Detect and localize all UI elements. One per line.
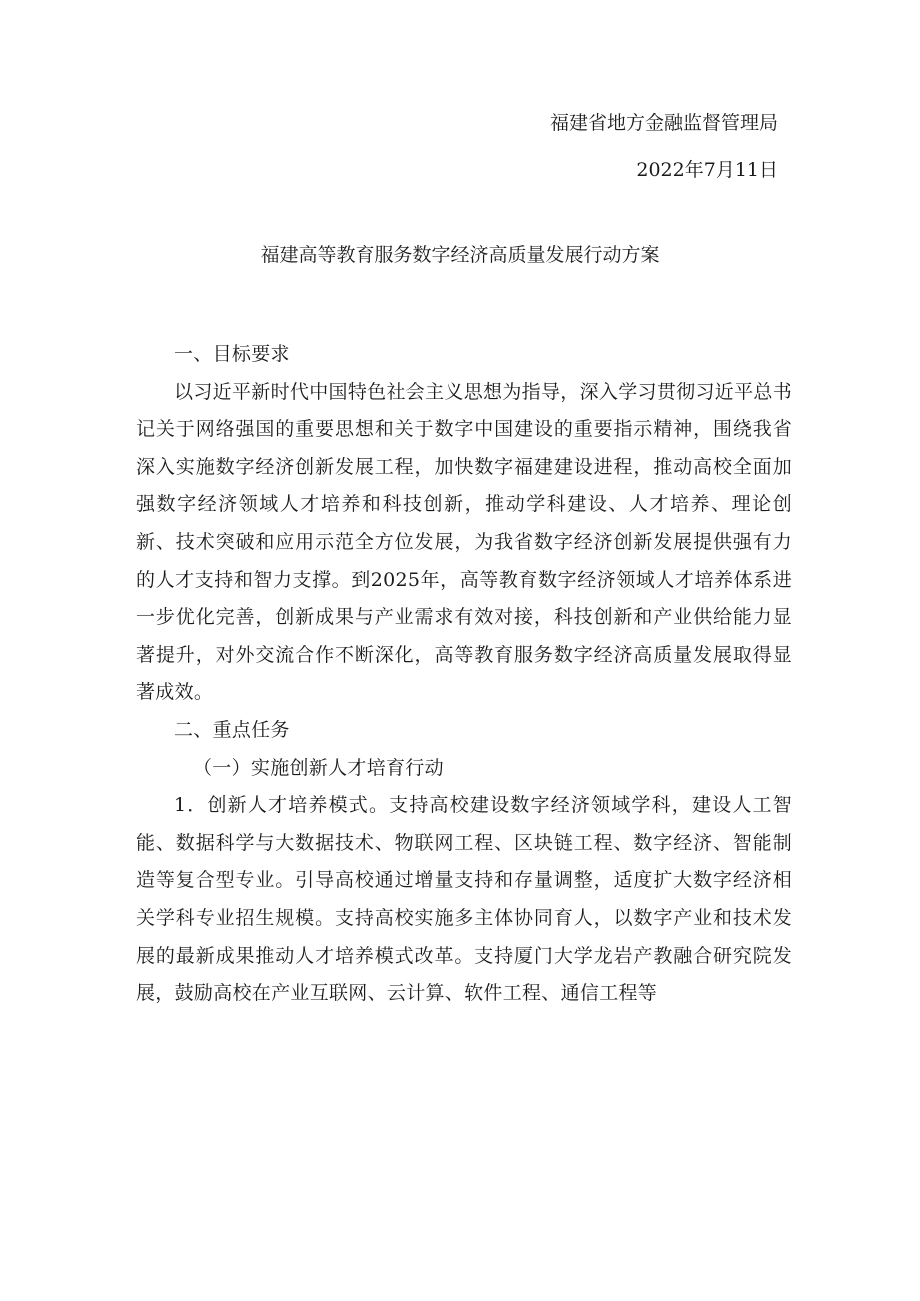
issuer-name: 福建省地方金融监督管理局	[549, 112, 778, 134]
task-item-1: 1．创新人才培养模式。支持高校建设数字经济领域学科，建设人工智能、数据科学与大数据技术、物联网工程、区块链工程、数字经济、智能制造等复合型专业。引导高校通过增量支持和存量调整，适度扩大数字经济相关学科专业招生规模。支持高校实施多主体协同育人，以数字产业和技术发展的最新成果推动人才培养模式改革。支持厦门大学龙岩产教融合研究院发展，鼓励高校在产业互联网、云计算、软件工程、通信工程等	[136, 794, 792, 1005]
issue-date: 2022年7月11日	[636, 159, 778, 181]
document-title: 福建高等教育服务数字经济高质量发展行动方案	[260, 244, 660, 266]
document-body	[136, 336, 792, 1013]
subsection-heading-talent: （一）实施创新人才培育行动	[193, 756, 444, 779]
goals-paragraph: 以习近平新时代中国特色社会主义思想为指导，深入学习贯彻习近平总书记关于网络强国的重要思想和关于数字中国建设的重要指示精神，围绕我省深入实施数字经济创新发展工程，加快数字福建建设进程，推动高校全面加强数字经济领域人才培养和科技创新，推动学科建设、人才培养、理论创新、技术突破和应用示范全方位发展，为我省数字经济创新发展提供强有力的人才支持和智力支撑。到2025年，高等教育数字经济领域人才培养体系进一步优化完善，创新成果与产业需求有效对接，科技创新和产业供给能力显著提升，对外交流合作不断深化，高等教育服务数字经济高质量发展取得显著成效。	[136, 380, 792, 704]
section-heading-tasks: 二、重点任务	[174, 718, 290, 741]
section-heading-goals: 一、目标要求	[174, 343, 290, 365]
